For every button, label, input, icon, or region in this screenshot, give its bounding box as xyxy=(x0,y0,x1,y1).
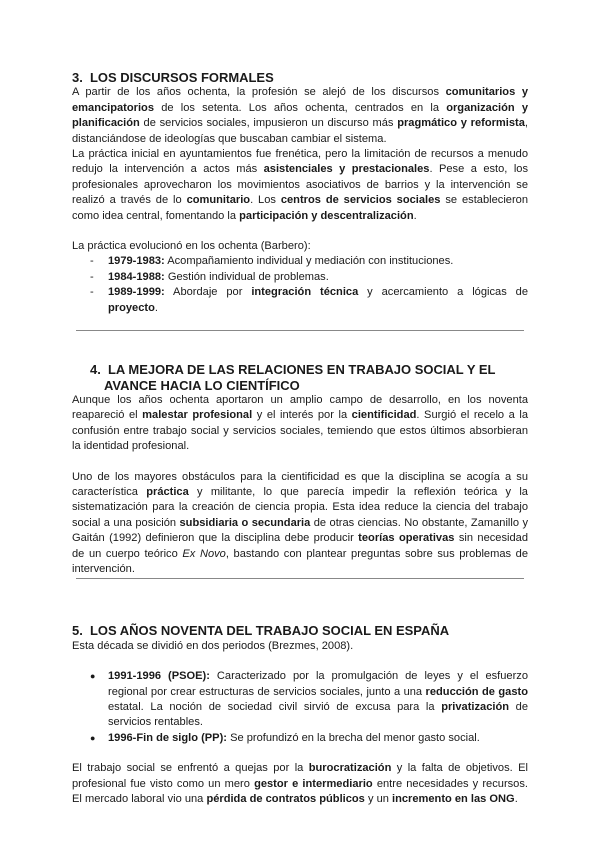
bold-term: 1991-1996 (PSOE): xyxy=(108,670,210,683)
text-run: Acompañamiento individual y mediación con instituciones. xyxy=(164,255,454,268)
bold-term: asistenciales y prestacionales xyxy=(263,163,430,176)
bold-term: privatización xyxy=(441,701,510,713)
text-run: y el interés por la xyxy=(252,409,352,422)
bold-term: incremento en las ONG xyxy=(392,793,515,806)
text-run: . Surgió el recelo a la confusión entre trabajo social y servicios sociales, temiendo que estos últimos absorbieran la identidad profesional. xyxy=(72,409,529,453)
dash-marker: - xyxy=(90,286,94,299)
paragraph xyxy=(72,470,528,578)
bold-term: pérdida de contratos públicos xyxy=(206,793,365,806)
paragraph xyxy=(72,761,528,807)
text-run: . xyxy=(154,301,158,314)
text-run: Caracterizado por la promulgación de leyes y el esfuerzo regional por crear estructuras de servicios sociales, junto a una xyxy=(108,670,528,698)
bold-term: malestar profesional xyxy=(142,409,253,422)
bold-term: cientificidad xyxy=(351,409,417,422)
bold-term: 1996-Fin de siglo (PP): xyxy=(108,731,227,744)
text-run: . Los xyxy=(250,194,281,207)
text-run: y un xyxy=(364,793,392,806)
section-title: LOS AÑOS NOVENTA DEL TRABAJO SOCIAL EN ESPAÑA xyxy=(90,623,450,639)
section-title: LA MEJORA DE LAS RELACIONES EN TRABAJO SOCIAL Y EL AVANCE HACIA LO CIENTÍFICO xyxy=(104,362,496,393)
paragraph xyxy=(72,393,528,455)
text-run: de servicios sociales, impusieron un discurso más xyxy=(139,117,398,130)
dash-marker: - xyxy=(90,255,94,268)
bold-term: 1979-1983: xyxy=(108,255,165,268)
text-run: y la falta de objetivos. El profesional fue visto como un mero xyxy=(72,762,529,790)
bold-term: integración técnica xyxy=(251,286,359,299)
text-run: y acercamiento a lógicas de xyxy=(358,286,528,299)
period-list xyxy=(72,254,528,316)
list-item xyxy=(90,669,529,731)
document-page xyxy=(72,70,528,807)
section-4-heading xyxy=(72,362,528,393)
text-run: Aunque los años ochenta aportaron un amplio campo de desarrollo, en los noventa reapareció el xyxy=(72,393,528,422)
text-run: sin necesidad de un cuerpo teórico xyxy=(72,532,528,560)
bold-term: pragmático y reformista xyxy=(397,117,525,130)
period-list xyxy=(72,669,528,746)
list-item xyxy=(90,254,528,269)
bold-term: 1989-1999: xyxy=(108,286,165,299)
bold-term: 1984-1988: xyxy=(108,270,165,283)
bold-term: reducción de gasto xyxy=(425,685,528,698)
text-run: La práctica inicial en ayuntamientos fue frenética, pero la limitación de recursos a menudo redujo la intervención a actos más xyxy=(72,148,528,176)
text-run: Se profundizó en la brecha del menor gasto social. xyxy=(226,731,480,744)
bold-term: subsidiaria o secundaria xyxy=(179,516,311,529)
section-number: 3. xyxy=(72,70,83,85)
bold-term: práctica xyxy=(146,485,189,498)
list-item xyxy=(90,270,528,285)
bullet-marker: ● xyxy=(90,732,96,743)
paragraph: Esta década se dividió en dos periodos (Brezmes, 2008). xyxy=(72,639,354,652)
bold-term: teorías operativas xyxy=(358,532,455,545)
paragraph: La práctica evolucionó en los ochenta (Barbero): xyxy=(72,240,311,253)
text-run: , bastando con plantear preguntas sobre sus problemas de intervención. xyxy=(72,547,528,575)
bold-term: proyecto xyxy=(108,301,155,314)
text-run: entre necesidades y recursos. El mercado laboral vio una xyxy=(72,777,528,806)
list-item xyxy=(90,731,528,746)
text-run: Uno de los mayores obstáculos para la cientificidad es que la disciplina se acogía a su característica xyxy=(72,470,528,498)
text-run: de otras ciencias. No obstante, Zamanillo y Gaitán (1992) definieron que la disciplina debe producir xyxy=(72,516,529,545)
section-number: 4. xyxy=(90,362,101,378)
bold-term: gestor e intermediario xyxy=(254,777,373,790)
text-run: . xyxy=(514,793,518,806)
bold-term: centros de servicios sociales xyxy=(280,194,441,207)
text-run: Gestión individual de problemas. xyxy=(164,270,329,283)
text-run: . xyxy=(413,209,417,222)
bold-term: participación y descentralización xyxy=(239,209,414,222)
section-divider xyxy=(76,578,524,579)
bold-term: comunitario xyxy=(186,194,251,207)
paragraph xyxy=(72,147,528,224)
text-run: de servicios rentables. xyxy=(108,701,529,729)
bullet-marker: ● xyxy=(90,671,96,682)
bold-term: comunitarios y emancipatorios xyxy=(72,86,528,114)
text-run: A partir de los años ochenta, la profesión se alejó de los discursos xyxy=(72,86,446,99)
bold-term: burocratización xyxy=(308,762,392,775)
text-run: El trabajo social se enfrentó a quejas por la xyxy=(72,762,309,775)
text-run: . Pese a esto, los profesionales aprovecharon los movimientos asociativos de barrios y la intervención se realizó a través de lo xyxy=(72,163,529,207)
text-run: de los setenta. Los años ochenta, centrados en la xyxy=(154,101,447,114)
section-number: 5. xyxy=(72,623,83,639)
text-run: se establecieron como idea central, fomentando la xyxy=(72,194,528,222)
section-divider xyxy=(76,330,524,331)
section-title: LOS DISCURSOS FORMALES xyxy=(90,70,274,85)
text-run: estatal. La noción de sociedad civil sirvió de excusa para la xyxy=(108,701,442,713)
bold-term: organización y planificación xyxy=(72,101,528,130)
paragraph xyxy=(72,85,528,147)
list-item xyxy=(90,285,528,316)
dash-marker: - xyxy=(90,270,94,283)
italic-term: Ex Novo xyxy=(182,547,226,560)
text-run: Abordaje por xyxy=(164,286,252,299)
section-5-heading xyxy=(72,623,528,638)
section-3-heading xyxy=(72,70,528,85)
text-run: y militante, lo que parecía impedir la reflexión teórica y la sistematización para la creación de ciencia propia. Esta idea reduce la ciencia del trabajo social a una posición xyxy=(72,485,528,529)
text-run: , distanciándose de ideologías que buscaban cambiar el sistema. xyxy=(72,117,528,145)
